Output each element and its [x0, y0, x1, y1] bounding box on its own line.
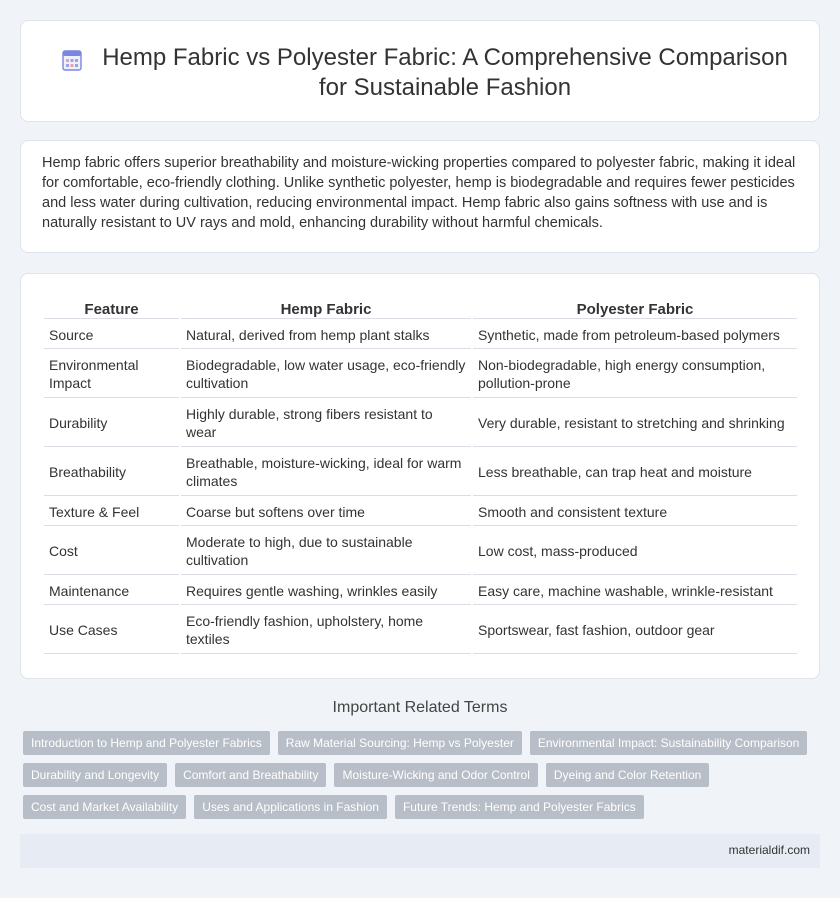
table-row	[44, 577, 797, 605]
intro-paragraph: Hemp fabric offers superior breathability and moisture-wicking properties compared to polyester fabric, making it ideal for comfortable, eco-friendly clothing. Unlike synthetic polyester, hemp is biodegradable and requires fewer pesticides and less water during cultivation, reducing environmental impact. Hemp fabric also gains softness with use and is naturally resistant to UV rays and mold, enhancing durability without harmful chemicals.	[42, 155, 796, 231]
table-cell-feature: Source	[44, 321, 179, 349]
table-cell-hemp: Moderate to high, due to sustainable cultivation	[181, 528, 471, 575]
related-term-tag[interactable]: Moisture-Wicking and Odor Control	[334, 763, 537, 787]
footer	[20, 834, 820, 868]
calendar-grid-icon	[62, 49, 82, 71]
table-header-row	[44, 297, 797, 319]
table-cell-feature: Breathability	[44, 449, 179, 496]
related-term-tag[interactable]: Cost and Market Availability	[23, 795, 186, 819]
column-header-feature: Feature	[44, 297, 179, 319]
related-term-tag[interactable]: Durability and Longevity	[23, 763, 167, 787]
table-row	[44, 607, 797, 654]
table-cell-polyester: Synthetic, made from petroleum-based polymers	[473, 321, 797, 349]
table-cell-feature: Maintenance	[44, 577, 179, 605]
table-cell-hemp: Biodegradable, low water usage, eco-friendly cultivation	[181, 351, 471, 398]
comparison-table	[42, 295, 799, 656]
table-cell-polyester: Easy care, machine washable, wrinkle-resistant	[473, 577, 797, 605]
table-cell-polyester: Very durable, resistant to stretching and shrinking	[473, 400, 797, 447]
table-cell-polyester: Low cost, mass-produced	[473, 528, 797, 575]
table-cell-feature: Use Cases	[44, 607, 179, 654]
page-title: Hemp Fabric vs Polyester Fabric: A Comprehensive Comparison for Sustainable Fashion	[102, 44, 788, 101]
comparison-card	[20, 273, 820, 679]
related-term-tag[interactable]: Comfort and Breathability	[175, 763, 326, 787]
related-term-tag[interactable]: Introduction to Hemp and Polyester Fabrics	[23, 731, 270, 755]
related-terms-list	[23, 731, 813, 819]
related-term-tag[interactable]: Environmental Impact: Sustainability Comparison	[530, 731, 807, 755]
table-row	[44, 400, 797, 447]
column-header-polyester: Polyester Fabric	[473, 297, 797, 319]
footer-site-link[interactable]: materialdif.com	[728, 843, 810, 857]
table-cell-hemp: Requires gentle washing, wrinkles easily	[181, 577, 471, 605]
related-terms-heading: Important Related Terms	[332, 699, 508, 716]
table-cell-polyester: Sportswear, fast fashion, outdoor gear	[473, 607, 797, 654]
table-row	[44, 321, 797, 349]
table-cell-hemp: Highly durable, strong fibers resistant to wear	[181, 400, 471, 447]
table-cell-polyester: Smooth and consistent texture	[473, 498, 797, 526]
column-header-hemp: Hemp Fabric	[181, 297, 471, 319]
table-cell-hemp: Breathable, moisture-wicking, ideal for warm climates	[181, 449, 471, 496]
table-cell-polyester: Non-biodegradable, high energy consumption, pollution-prone	[473, 351, 797, 398]
related-term-tag[interactable]: Future Trends: Hemp and Polyester Fabrics	[395, 795, 644, 819]
related-term-tag[interactable]: Dyeing and Color Retention	[546, 763, 709, 787]
title-card	[20, 20, 820, 122]
table-cell-hemp: Coarse but softens over time	[181, 498, 471, 526]
table-cell-feature: Texture & Feel	[44, 498, 179, 526]
table-row	[44, 449, 797, 496]
table-row	[44, 528, 797, 575]
table-cell-feature: Durability	[44, 400, 179, 447]
table-cell-polyester: Less breathable, can trap heat and moisture	[473, 449, 797, 496]
table-cell-feature: Environmental Impact	[44, 351, 179, 398]
table-cell-hemp: Eco-friendly fashion, upholstery, home textiles	[181, 607, 471, 654]
table-row	[44, 498, 797, 526]
table-row	[44, 351, 797, 398]
related-term-tag[interactable]: Uses and Applications in Fashion	[194, 795, 387, 819]
related-term-tag[interactable]: Raw Material Sourcing: Hemp vs Polyester	[278, 731, 522, 755]
table-cell-feature: Cost	[44, 528, 179, 575]
intro-card	[20, 140, 820, 253]
table-cell-hemp: Natural, derived from hemp plant stalks	[181, 321, 471, 349]
